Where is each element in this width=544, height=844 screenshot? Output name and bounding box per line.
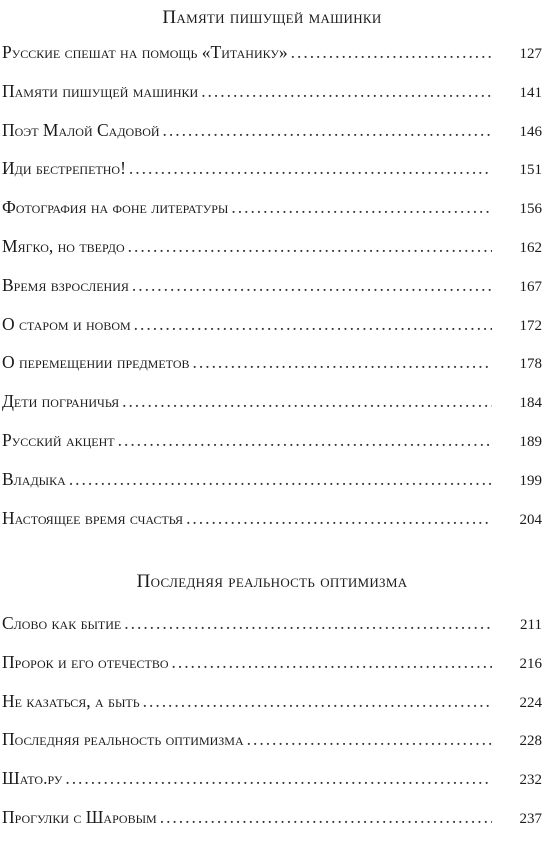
toc-entry[interactable] (2, 428, 542, 467)
toc-entry-title: Прогулки с Шаровым (2, 806, 157, 827)
toc-entry[interactable] (2, 195, 542, 234)
toc-entry-page: 224 (519, 694, 542, 711)
toc-entry[interactable] (2, 467, 542, 506)
toc-entry-title: Настоящее время счастья (2, 507, 184, 528)
section-title: Памяти пишущей машинки (162, 7, 382, 28)
toc-entry[interactable] (2, 805, 542, 844)
dot-leader (124, 611, 492, 635)
dot-leader (128, 234, 492, 258)
toc-entry-page: 172 (519, 317, 542, 334)
toc-entry-title: Фотография на фоне литературы (2, 197, 229, 218)
toc-entry[interactable] (2, 234, 542, 273)
toc-entry-title: Русские спешат на помощь «Титанику» (2, 42, 288, 62)
toc-entry-title: Владыка (2, 468, 66, 489)
toc-entry-title: О старом и новом (2, 313, 131, 334)
dot-leader (186, 506, 492, 530)
toc-entry-title: Шато.ру (2, 768, 63, 789)
dot-leader (69, 467, 492, 491)
toc-entry[interactable] (2, 312, 542, 351)
toc-entry-title: Время взросления (2, 274, 129, 295)
toc-entry-title: Памяти пишущей машинки (2, 80, 199, 101)
toc-entry[interactable] (2, 611, 542, 650)
toc-entry[interactable] (2, 389, 542, 428)
toc-entry[interactable] (2, 650, 542, 689)
toc-entry-page: 151 (519, 162, 542, 179)
dot-leader (132, 273, 492, 297)
toc-entry-page: 156 (519, 201, 542, 218)
toc-entry-page: 199 (519, 472, 542, 489)
dot-leader (291, 40, 492, 64)
toc-entry-title: Мягко, но твердо (2, 235, 125, 256)
toc-entry-title: Последняя реальность оптимизма (2, 729, 244, 750)
toc-entry-title: Поэт Малой Садовой (2, 119, 160, 140)
toc-entry[interactable] (2, 727, 542, 766)
dot-leader (231, 195, 492, 219)
dot-leader (129, 156, 492, 180)
toc-entry-page: 216 (519, 655, 542, 672)
toc-entry-page: 146 (519, 123, 542, 140)
toc-entry[interactable] (2, 40, 542, 79)
dot-leader (201, 79, 492, 103)
toc-entry-page: 184 (519, 395, 542, 412)
toc-entry-page: 141 (519, 84, 542, 101)
dot-leader (172, 650, 493, 674)
dot-leader (65, 766, 492, 790)
toc-list (2, 40, 542, 544)
toc-entry[interactable] (2, 350, 542, 389)
toc-entry-title: Иди бестрепетно! (2, 158, 126, 179)
toc-entry-title: Русский акцент (2, 429, 115, 450)
toc-entry-page: 237 (519, 810, 542, 827)
toc-entry-page: 178 (519, 356, 542, 373)
toc-entry-title: Не казаться, а быть (2, 690, 140, 711)
toc-entry-page: 189 (519, 433, 542, 450)
toc-entry-page: 211 (520, 617, 542, 633)
toc-entry-page: 232 (519, 772, 542, 789)
toc-entry[interactable] (2, 273, 542, 312)
dot-leader (247, 727, 492, 751)
toc-entry-page: 204 (519, 511, 542, 528)
toc-list (2, 611, 542, 844)
toc-entry-page: 228 (519, 733, 542, 750)
toc-entry-title: Слово как бытие (2, 613, 122, 633)
toc-entry[interactable] (2, 766, 542, 805)
dot-leader (134, 312, 492, 336)
toc-entry[interactable] (2, 506, 542, 545)
dot-leader (193, 350, 492, 374)
toc-entry-page: 127 (519, 46, 542, 62)
toc-entry[interactable] (2, 156, 542, 195)
toc-entry-title: Дети пограничья (2, 391, 120, 412)
toc-entry[interactable] (2, 689, 542, 728)
dot-leader (160, 805, 492, 829)
toc-entry-page: 167 (519, 278, 542, 295)
toc-entry[interactable] (2, 79, 542, 118)
toc-entry-title: Пророк и его отечество (2, 651, 169, 672)
dot-leader (143, 689, 492, 713)
toc-entry-page: 162 (519, 239, 542, 256)
dot-leader (122, 389, 492, 413)
dot-leader (163, 118, 492, 142)
toc-entry-title: О перемещении предметов (2, 352, 190, 373)
dot-leader (118, 428, 492, 452)
section-title: Последняя реальность оптимизма (136, 571, 408, 592)
toc-entry[interactable] (2, 118, 542, 157)
